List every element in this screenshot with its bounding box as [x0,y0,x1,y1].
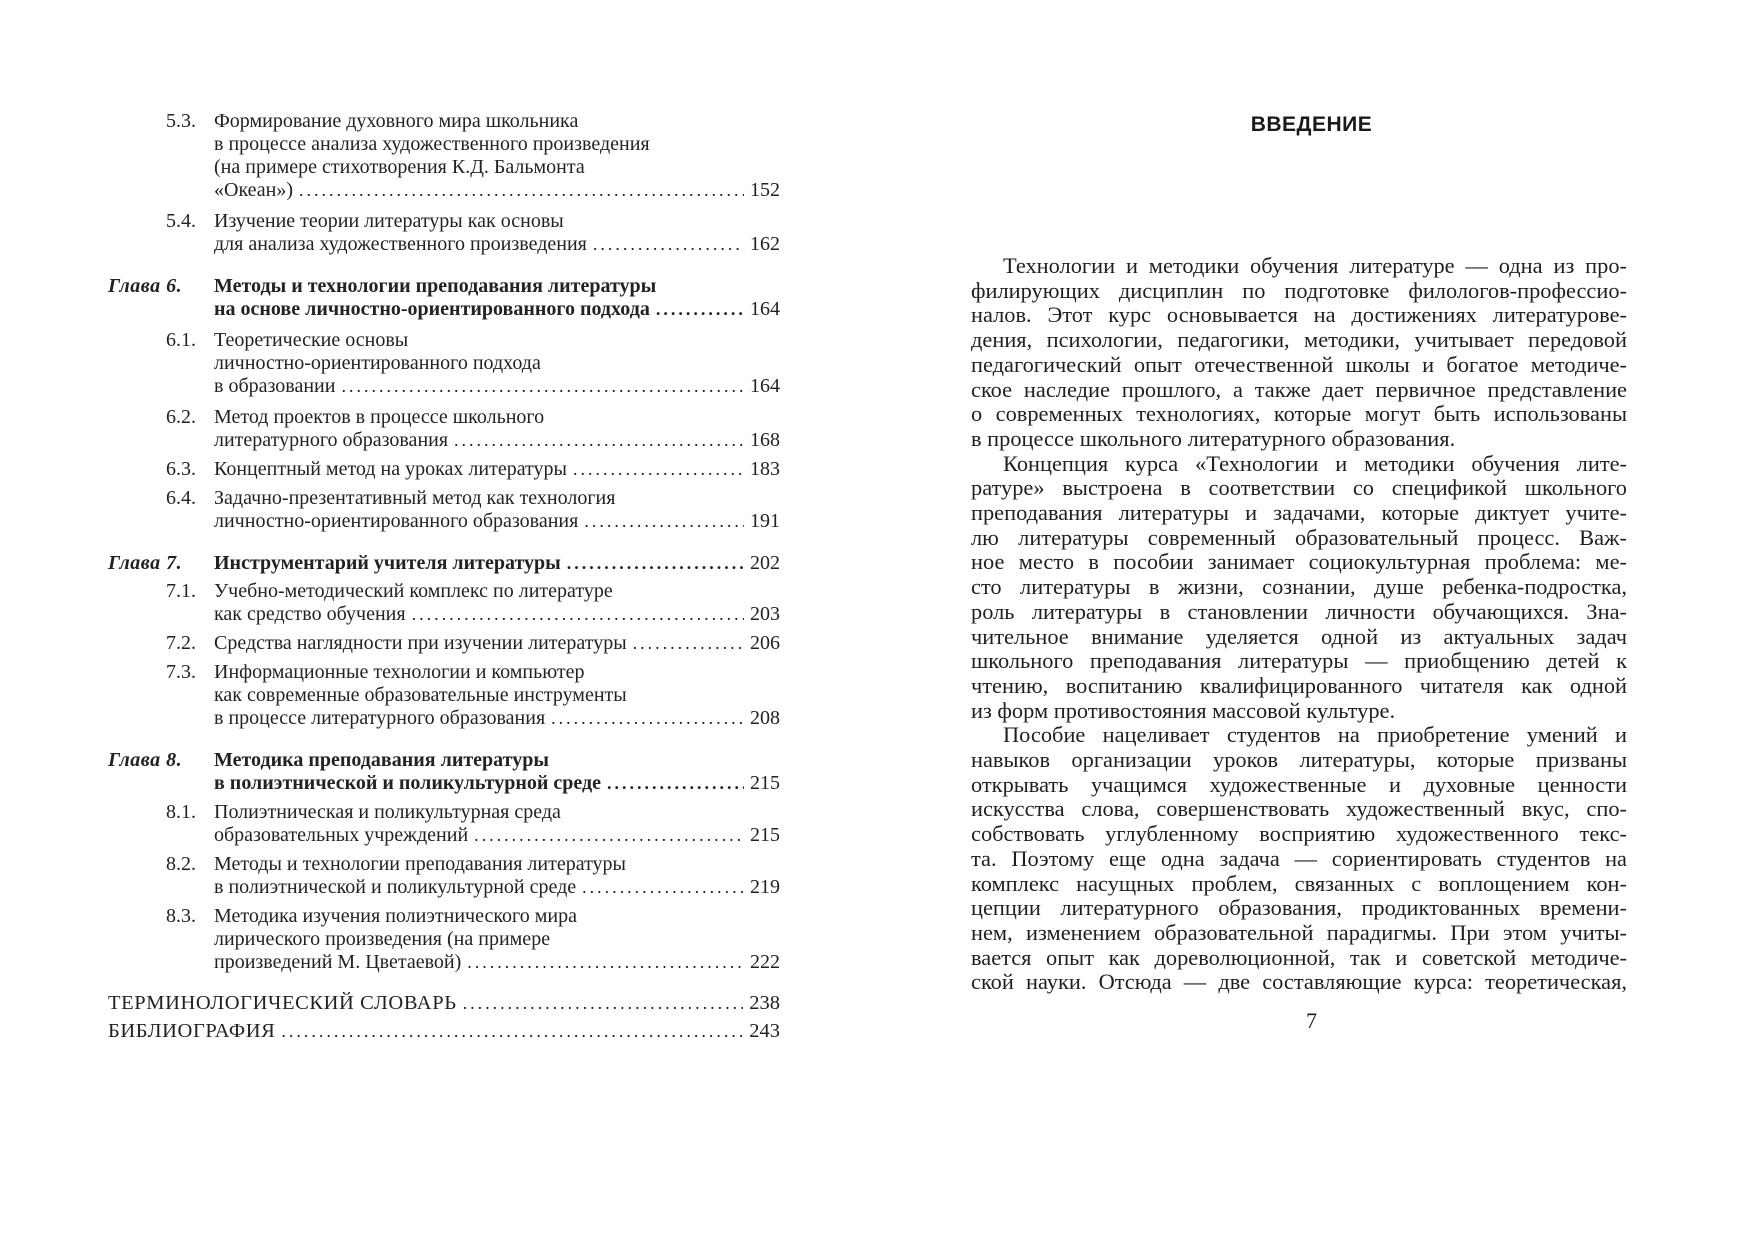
table-of-contents [108,110,780,1047]
text-line: Концепция курса «Технологии и методики обучения лите- [1003,450,1627,476]
toc-title-line: для анализа художественного произведения [214,233,587,255]
toc-page-number: 219 [750,876,780,898]
dot-leader [607,772,744,795]
text-line: нем, изменением образовательной парадигмы. При этом учиты- [971,919,1627,945]
text-line: ское наследие прошлого, а также дает первичное представление [971,376,1627,402]
text-line: из форм противостояния массовой культуре. [971,697,1396,723]
dot-leader [474,824,744,847]
chapter-number: Глава 6. [108,275,183,297]
text-line: собствовать углубленному восприятию художественного текс- [971,821,1627,847]
toc-title-line: в полиэтнической и поликультурной среде [214,772,602,794]
toc-page-number: 183 [750,458,780,480]
toc-page-number: 215 [750,772,780,794]
section-number: 7.2. [166,632,196,654]
toc-title-line: личностно-ориентированного подхода [214,352,541,374]
toc-title-line: (на примере стихотворения К.Д. Бальмонта [214,156,585,178]
toc-title-line: в образовании [214,375,336,397]
toc-title-line: Формирование духовного мира школьника [214,110,579,132]
toc-title-line: лирического произведения (на примере [214,928,551,950]
toc-section-top [108,1016,780,1047]
toc-entry [108,580,780,626]
toc-entry [108,661,780,730]
toc-chapter [108,552,780,575]
dot-leader [593,233,744,256]
toc-entry [108,110,780,202]
toc-page-number: 238 [749,992,780,1014]
dot-leader [551,707,744,730]
toc-page-number: 202 [750,552,780,574]
text-line: лю литературы современный образовательный процесс. Важ- [971,524,1627,550]
text-line: школьного преподавания литературы — приобщению детей к [971,648,1627,674]
toc-title-line: личностно-ориентированного образования [214,510,579,532]
toc-title-line: Средства наглядности при изучении литературы [214,632,627,654]
toc-title-line: Задачно-презентативный метод как технология [214,487,616,509]
text-line: комплекс насущных проблем, связанных с воплощением кон- [971,870,1627,896]
text-line: чительное внимание уделяется одной из актуальных задач [971,623,1627,649]
text-line: открывать учащимся художественные и духовные ценности [971,771,1627,797]
text-line: сто литературы в жизни, сознании, душе ребенка-подростка, [971,574,1627,600]
toc-page-number: 243 [749,1020,780,1042]
toc-entry [108,905,780,974]
toc-title-line: «Океан») [214,179,294,201]
text-line: цепции литературного образования, продиктованных времени- [971,895,1627,921]
dot-leader [573,458,744,481]
toc-entry [108,329,780,398]
toc-title-line: на основе личностно-ориентированного подхода [214,298,650,320]
text-line: о современных технологиях, которые могут быть использованы [971,401,1627,427]
toc-page-number: 206 [750,632,780,654]
text-line: Пособие нацеливает студентов на приобретение умений и [1003,722,1627,748]
toc-chapter [108,749,780,795]
text-line: налов. Этот курс основывается на достижениях литературове- [971,302,1627,328]
toc-title-line: ТЕРМИНОЛОГИЧЕСКИЙ СЛОВАРЬ [108,992,457,1014]
dot-leader [633,632,744,655]
toc-title-line: Полиэтническая и поликультурная среда [214,801,561,823]
toc-entry [108,853,780,899]
text-line: вается опыт как дореволюционной, так и советской методиче- [971,944,1627,970]
chapter-number: Глава 8. [108,749,183,771]
toc-title-line: Методы и технологии преподавания литературы [214,853,626,875]
section-number: 6.2. [166,406,196,428]
text-line: ное место в пособии занимает социокультурная проблема: ме- [971,549,1627,575]
page-number: 7 [1306,1008,1317,1033]
section-number: 8.1. [166,801,196,823]
toc-title-line: литературного образования [214,429,449,451]
section-number: 8.3. [166,905,196,927]
left-page [0,0,874,1241]
toc-title-line: в процессе литературного образования [214,707,546,729]
text-line: навыков организации уроков литературы, которые призваны [971,747,1627,773]
toc-page-number: 208 [750,707,780,729]
toc-title-line: в процессе анализа художественного произведения [214,133,650,155]
toc-title-line: образовательных учреждений [214,824,469,846]
text-line: преподавания литературы и задачами, которые диктует учите- [971,500,1627,526]
text-line: в процессе школьного литературного образования. [971,425,1456,451]
toc-entry [108,406,780,452]
dot-leader [281,1016,743,1047]
toc-title-line: Методика преподавания литературы [214,749,549,771]
section-number: 5.3. [166,110,196,132]
toc-title-line: Информационные технологии и компьютер [214,661,585,683]
toc-page-number: 191 [750,510,780,532]
toc-title-line: Концептный метод на уроках литературы [214,458,567,480]
toc-entry [108,632,780,655]
text-line: роль литературы в становлении личности обучающихся. Зна- [971,598,1627,624]
text-line: искусства слова, совершенствовать художественный вкус, спо- [971,796,1627,822]
toc-section-top [108,988,780,1019]
dot-leader [463,988,744,1019]
dot-leader [567,552,744,575]
toc-entry [108,487,780,533]
text-line: ской науки. Отсюда — две составляющие курса: теоретическая, [971,969,1627,995]
dot-leader [412,603,744,626]
text-line: педагогический опыт отечественной школы и богатое методиче- [971,351,1627,377]
toc-page-number: 152 [750,179,780,201]
section-number: 8.2. [166,853,196,875]
toc-page-number: 222 [750,951,780,973]
toc-title-line: БИБЛИОГРАФИЯ [108,1020,276,1042]
dot-leader [467,951,744,974]
text-line: Технологии и методики обучения литературе — одна из про- [1003,253,1627,278]
toc-page-number: 168 [750,429,780,451]
toc-title-line: Инструментарий учителя литературы [214,552,561,574]
toc-entry [108,458,780,481]
toc-title-line: Изучение теории литературы как основы [214,210,564,232]
chapter-number: Глава 7. [108,552,183,574]
dot-leader [341,375,744,398]
dot-leader [584,510,744,533]
page-heading: ВВЕДЕНИЕ [1250,113,1373,136]
toc-title-line: произведений М. Цветаевой) [214,951,462,973]
toc-page-number: 215 [750,824,780,846]
toc-title-line: в полиэтнической и поликультурной среде [214,876,577,898]
toc-title-line: Метод проектов в процессе школьного [214,406,545,428]
toc-page-number: 164 [750,375,780,397]
dot-leader [582,876,744,899]
section-number: 6.4. [166,487,196,509]
toc-title-line: как средство обучения [214,603,406,625]
toc-title-line: как современные образовательные инструменты [214,684,627,706]
toc-page-number: 203 [750,603,780,625]
toc-page-number: 162 [750,233,780,255]
toc-title-line: Учебно-методический комплекс по литературе [214,580,613,602]
section-number: 7.1. [166,580,196,602]
toc-title-line: Методы и технологии преподавания литературы [214,275,657,297]
toc-entry [108,210,780,256]
section-number: 7.3. [166,661,196,683]
text-line: дения, психологии, педагогики, методики, учитывает передовой [971,327,1627,353]
toc-page-number: 164 [750,298,780,320]
text-line: чтению, воспитанию квалифицированного читателя как одной [971,672,1627,698]
dot-leader [656,298,744,321]
body-text [971,254,1627,995]
text-line: та. Поэтому еще одна задача — сориентировать студентов на [971,845,1627,871]
text-line: ратуре» выстроена в соответствии со спецификой школьного [971,475,1627,501]
dot-leader [454,429,744,452]
toc-title-line: Теоретические основы [214,329,409,351]
section-number: 6.3. [166,458,196,480]
toc-entry [108,801,780,847]
dot-leader [299,179,744,202]
section-number: 5.4. [166,210,196,232]
toc-title-line: Методика изучения полиэтнического мира [214,905,577,927]
text-line: филирующих дисциплин по подготовке филологов-профессио- [971,277,1627,303]
right-page [874,0,1749,1241]
toc-chapter [108,275,780,321]
section-number: 6.1. [166,329,196,351]
